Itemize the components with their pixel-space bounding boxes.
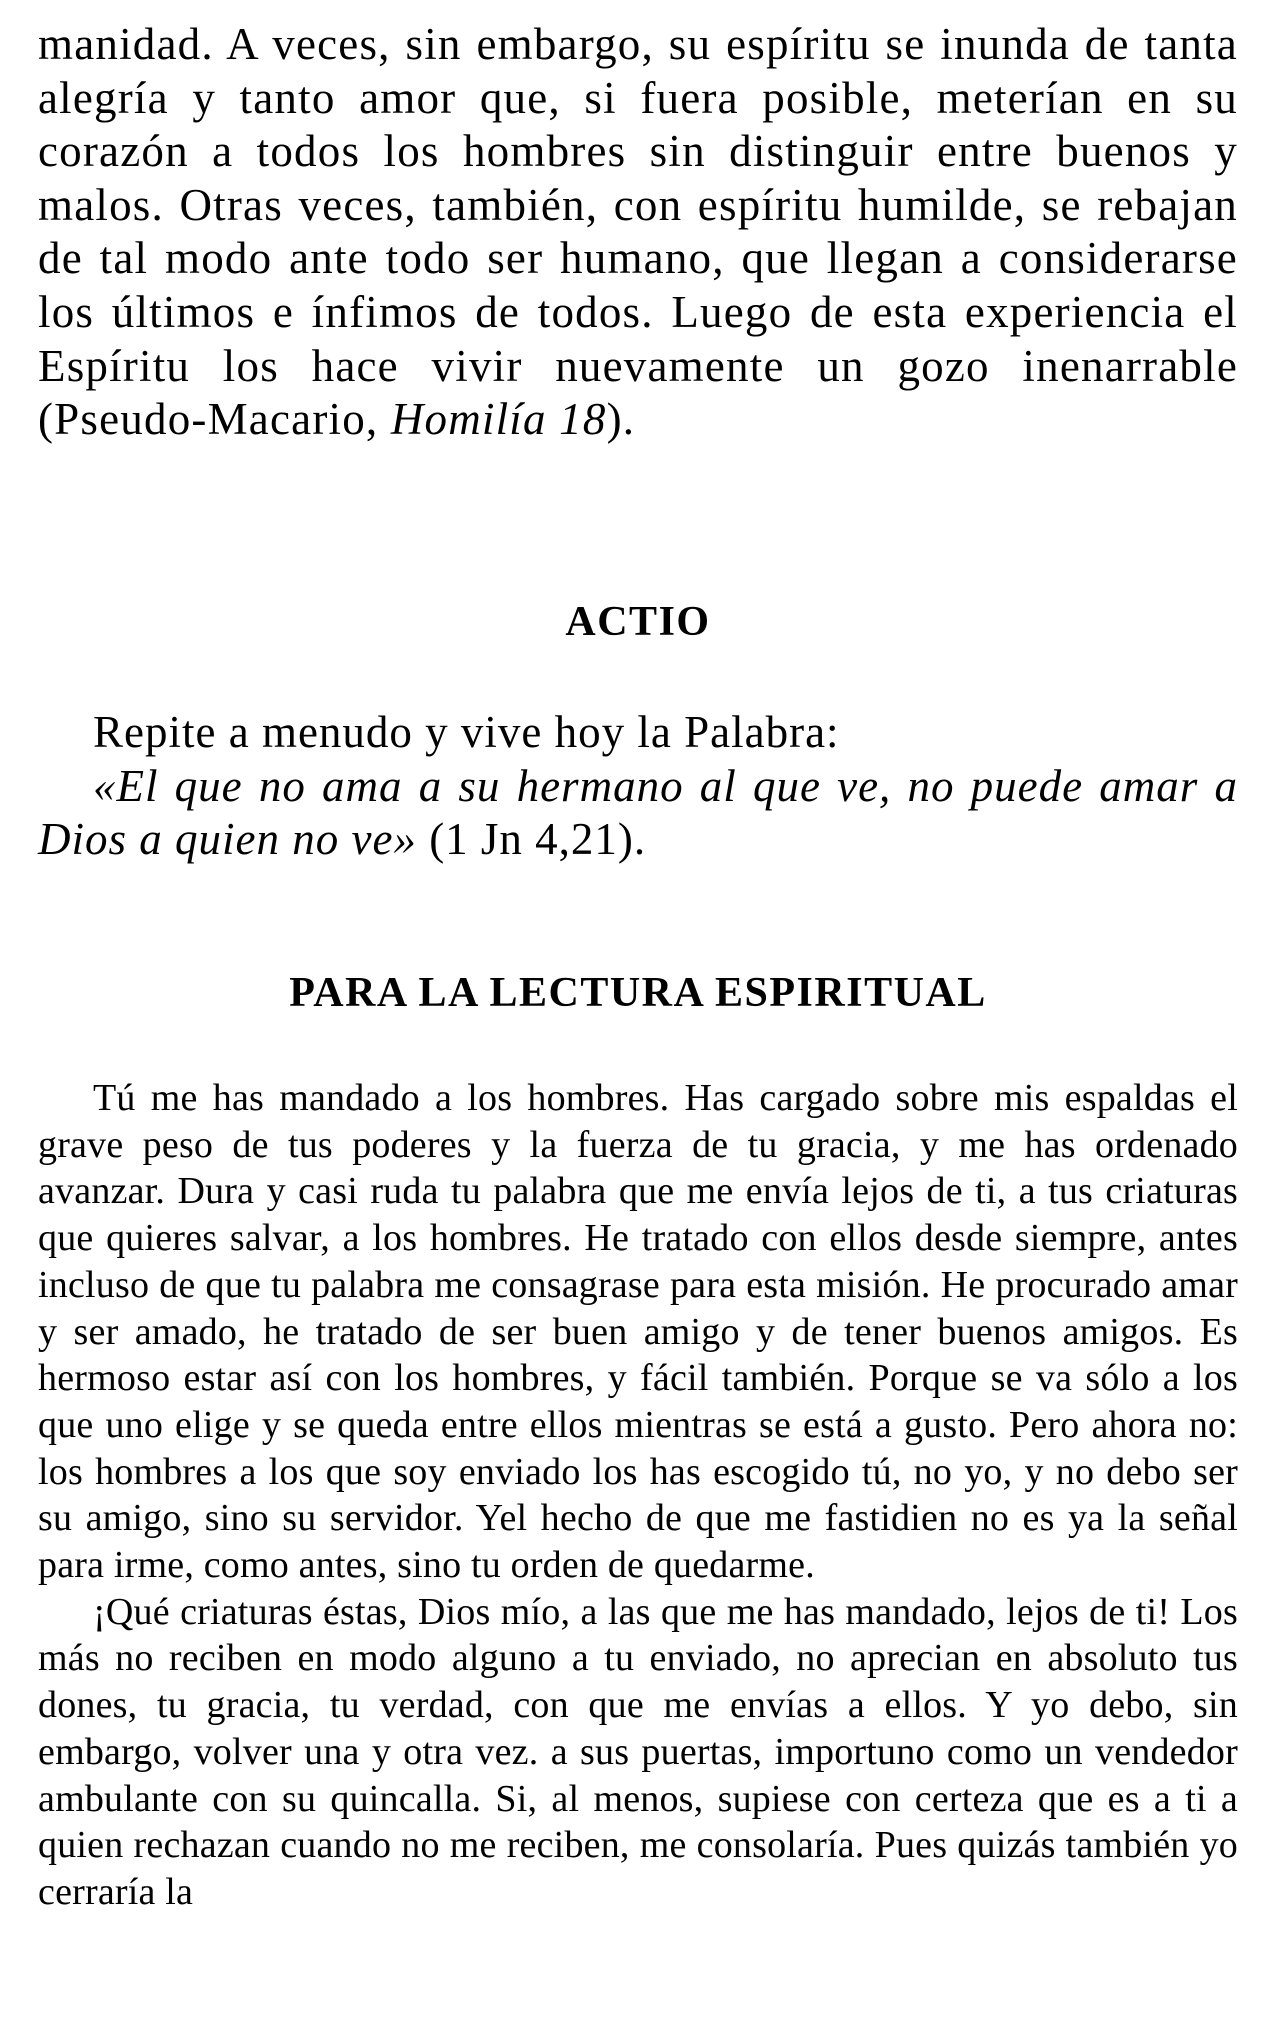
actio-instruction: Repite a menudo y vive hoy la Palabra: bbox=[93, 707, 840, 757]
lectura-paragraph-2: ¡Qué criaturas éstas, Dios mío, a las que me has mandado, lejos de ti! Los más no reciben en modo alguno a tu enviado, no aprecian en absoluto tus dones, tu gracia, tu verdad, con que me envías a ellos. Y yo debo, sin embargo, volver una y otra vez. a sus puertas, importuno como un vendedor ambulante con su quincalla. Si, al menos, supiese con certeza que es a ti a quien rechazan cuando no me reciben, me consolaría. Pues quizás también yo cerraría la bbox=[38, 1590, 1238, 1913]
lectura-paragraph-1: Tú me has mandado a los hombres. Has cargado sobre mis espaldas el grave peso de tus poderes y la fuerza de tu gracia, y me has ordenado avanzar. Dura y casi ruda tu palabra que me envía lejos de ti, a tus criaturas que quieres salvar, a los hombres. He tratado con ellos desde siempre, antes incluso de que tu palabra me consagrase para esta misión. He procurado amar y ser amado, he tratado de ser buen amigo y de tener buenos amigos. Es hermoso estar así con los hombres, y fácil también. Porque se va sólo a los que uno elige y se queda entre ellos mientras se está a gusto. Pero ahora no: los hombres a los que soy enviado los has escogido tú, no yo, y no debo ser su amigo, sino su servidor. Yel hecho de que me fastidien no es ya la señal para irme, como antes, sino tu orden de quedarme. bbox=[38, 1077, 1238, 1587]
actio-quote: «El que no ama a su hermano al que ve, no puede amar a Dios a quien no ve» bbox=[38, 760, 1238, 865]
actio-quote-paragraph bbox=[38, 760, 1238, 867]
top-paragraph-text bbox=[38, 18, 1238, 447]
homily-source: Homilía 18 bbox=[390, 394, 607, 445]
actio-reference: (1 Jn 4,21). bbox=[416, 814, 647, 865]
top-paragraph-body: manidad. A veces, sin embargo, su espíritu se inunda de tanta alegría y tanto amor que, si fuera posible, meterían en su corazón a todos los hombres sin distinguir entre buenos y malos. Otras veces, también, con espíritu humilde, se rebajan de tal modo ante todo ser humano, que llegan a considerarse los últimos e ínfimos de todos. Luego de esta experiencia el Espíritu los hace vivir nuevamente un gozo inenarrable (Pseudo-Macario, bbox=[38, 19, 1238, 445]
lectura-section bbox=[38, 1075, 1238, 1916]
homily-source-close: ). bbox=[606, 394, 636, 445]
actio-heading: ACTIO bbox=[565, 599, 711, 645]
lectura-heading: PARA LA LECTURA ESPIRITUAL bbox=[289, 970, 987, 1016]
actio-section bbox=[38, 706, 1238, 867]
top-paragraph bbox=[38, 18, 1238, 447]
